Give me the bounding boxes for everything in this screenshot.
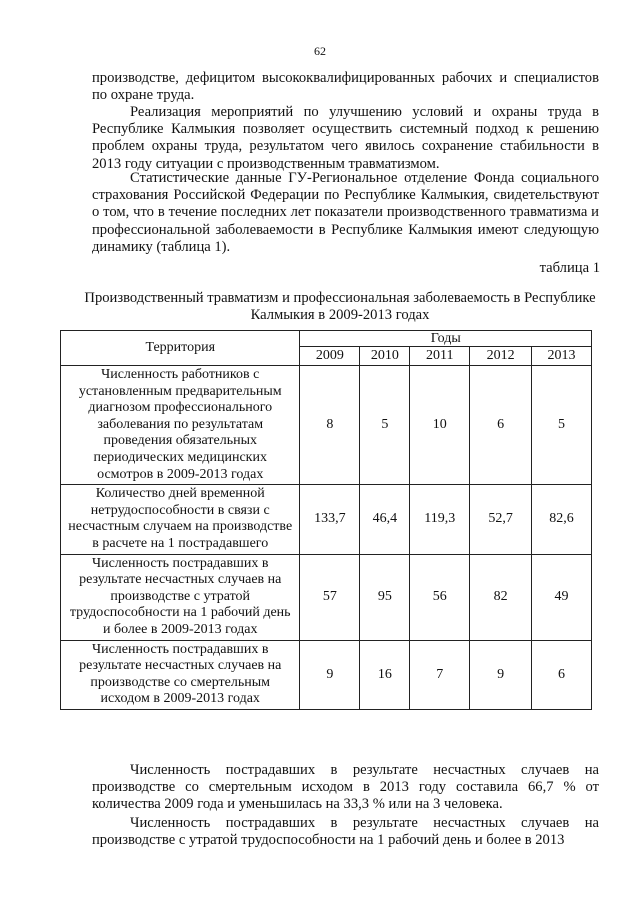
cell-value: 10 — [410, 366, 470, 485]
cell-value: 8 — [300, 366, 360, 485]
header-row — [61, 331, 592, 347]
cell-value: 7 — [410, 640, 470, 709]
year-2013: 2013 — [532, 347, 592, 366]
row-label: Количество дней временной нетрудоспособности в связи с несчастным случаем на производстве в расчете на 1 пострадавшего — [61, 485, 300, 554]
table-row — [61, 485, 592, 554]
page-number: 62 — [314, 44, 326, 58]
year-2010: 2010 — [360, 347, 410, 366]
cell-value: 56 — [410, 554, 470, 640]
cell-value: 82 — [470, 554, 532, 640]
cell-value: 6 — [532, 640, 592, 709]
cell-value: 6 — [470, 366, 532, 485]
cell-value: 49 — [532, 554, 592, 640]
cell-value: 57 — [300, 554, 360, 640]
cell-value: 82,6 — [532, 485, 592, 554]
header-territory: Территория — [61, 331, 300, 366]
cell-value: 95 — [360, 554, 410, 640]
paragraph-1: производстве, дефицитом высококвалифицированных рабочих и специалистов по охране труда. — [92, 70, 599, 104]
injury-table — [60, 330, 592, 710]
paragraph-4: Численность пострадавших в результате несчастных случаев на производстве со смертельным исходом в 2013 году составила 66,7 % от количества 2009 года и уменьшилась на 33,3 % или на 3 человека. — [92, 762, 599, 813]
cell-value: 52,7 — [470, 485, 532, 554]
row-label: Численность пострадавших в результате несчастных случаев на производстве с утратой трудоспособности на 1 рабочий день и более в 2009-2013 годах — [61, 554, 300, 640]
cell-value: 5 — [360, 366, 410, 485]
year-2011: 2011 — [410, 347, 470, 366]
cell-value: 46,4 — [360, 485, 410, 554]
cell-value: 9 — [470, 640, 532, 709]
row-label: Численность пострадавших в результате несчастных случаев на производстве со смертельным исходом в 2009-2013 годах — [61, 640, 300, 709]
cell-value: 16 — [360, 640, 410, 709]
year-2012: 2012 — [470, 347, 532, 366]
row-label: Численность работников с установленным предварительным диагнозом профессионального заболевания по результатам проведения обязательных периодических медицинских осмотров в 2009-2013 годах — [61, 366, 300, 485]
table-row — [61, 366, 592, 485]
year-2009: 2009 — [300, 347, 360, 366]
table-row — [61, 554, 592, 640]
paragraph-3: Статистические данные ГУ-Региональное отделение Фонда социального страхования Российской Федерации по Республике Калмыкия, свидетельствуют о том, что в течение последних лет показатели производственного травматизма и профессиональной заболеваемости в Республике Калмыкия имеют следующую динамику (таблица 1). — [92, 170, 599, 255]
paragraph-2: Реализация мероприятий по улучшению условий и охраны труда в Республике Калмыкия позволяет осуществить системный подход к решению проблем охраны труда, результатом чего явилось сохранение стабильности в 2013 году ситуации с производственным травматизмом. — [92, 104, 599, 172]
cell-value: 119,3 — [410, 485, 470, 554]
cell-value: 9 — [300, 640, 360, 709]
cell-value: 133,7 — [300, 485, 360, 554]
table-caption: Производственный травматизм и профессиональная заболеваемость в Республике Калмыкия в 2009-2013 годах — [84, 290, 596, 323]
table-label: таблица 1 — [539, 260, 600, 276]
header-years: Годы — [300, 331, 592, 347]
cell-value: 5 — [532, 366, 592, 485]
table-row — [61, 640, 592, 709]
paragraph-5: Численность пострадавших в результате несчастных случаев на производстве с утратой трудоспособности на 1 рабочий день и более в 2013 — [92, 815, 599, 849]
